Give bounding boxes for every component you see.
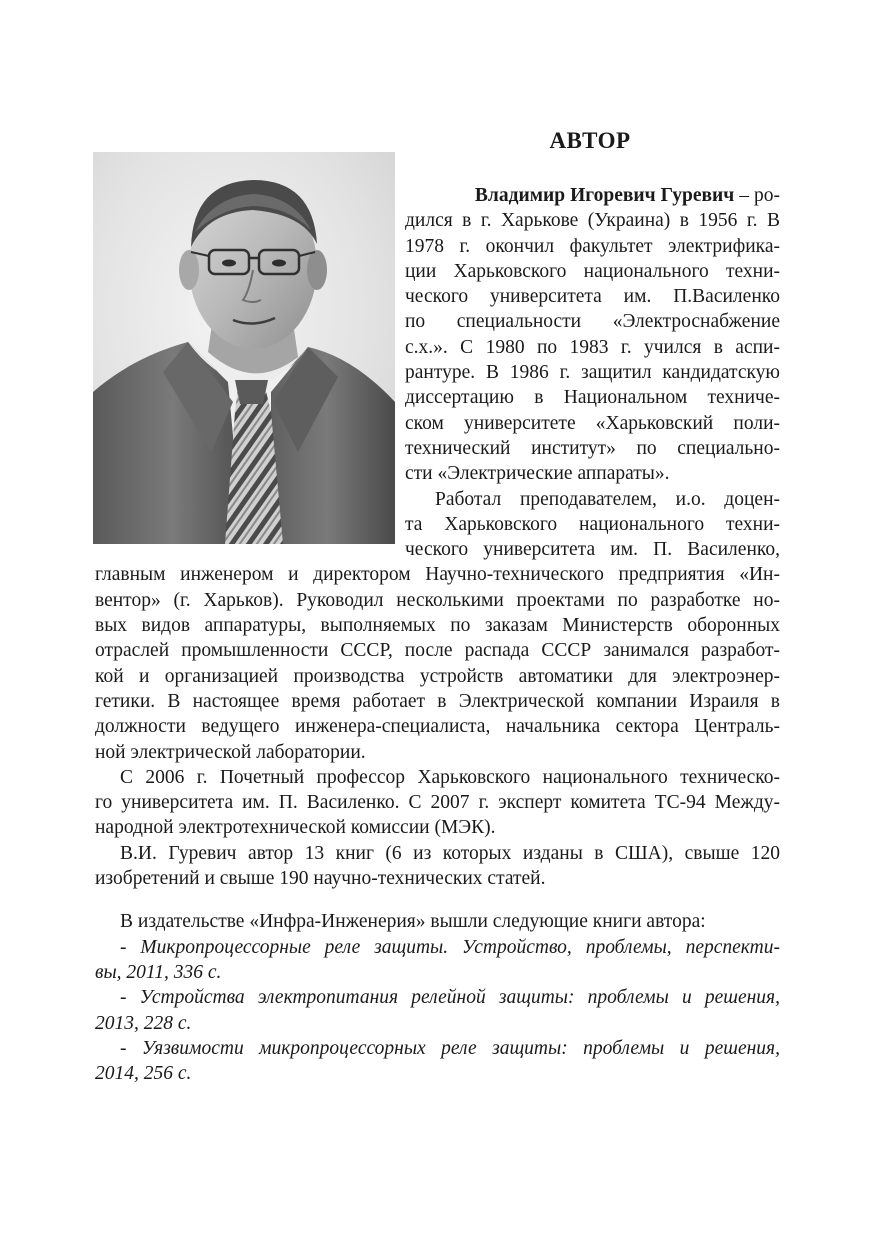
bio-line: должности ведущего инженера-специалиста, начальника сектора Централь- [95, 716, 780, 738]
book-item-cont: 2013, 228 с. [95, 1012, 192, 1034]
bio-line: 1978 г. окончил факультет электрифика- [405, 235, 780, 257]
paragraph-line: го университета им. П. Василенко. С 2007 г. эксперт комитета ТС-94 Между- [95, 792, 780, 814]
bio-line: ции Харьковского национального техни- [405, 260, 780, 282]
bio-line: ческого университета им. П. Василенко, [405, 539, 780, 561]
bio-line: та Харьковского национального техни- [405, 513, 780, 535]
bio-line: по специальности «Электроснабжение [405, 311, 780, 333]
book-item-cont: 2014, 256 с. [95, 1063, 192, 1085]
book-item: - Уязвимости микропроцессорных реле защиты: проблемы и решения, [120, 1037, 780, 1059]
bio-line: технический институт» по специально- [405, 437, 780, 459]
bio-line: отраслей промышленности СССР, после распада СССР занимался разработ- [95, 640, 780, 662]
bio-line: ском университете «Харьковский поли- [405, 412, 780, 434]
bio-line: главным инженером и директором Научно-технического предприятия «Ин- [95, 564, 780, 586]
bio-line: с.х.». С 1980 по 1983 г. учился в аспи- [405, 336, 780, 358]
paragraph-line: изобретений и свыше 190 научно-технических статей. [95, 868, 546, 890]
bio-line: сти «Электрические аппараты». [405, 463, 670, 485]
paragraph-line: В.И. Гуревич автор 13 книг (6 из которых изданы в США), свыше 120 [120, 842, 780, 864]
bio-line: гетики. В настоящее время работает в Электрической компании Израиля в [95, 690, 780, 712]
author-bio [95, 183, 780, 1086]
paragraph-line: народной электротехнической комиссии (МЭК). [95, 817, 496, 839]
bio-line: вентор» (г. Харьков). Руководил несколькими проектами по разработке но- [95, 589, 780, 611]
bio-line: диссертацию в Национальном техниче- [405, 387, 780, 409]
bio-line: дился в г. Харькове (Украина) в 1956 г. В [405, 210, 780, 232]
bio-line: вых видов аппаратуры, выполняемых по заказам Министерств оборонных [95, 615, 780, 637]
page-title: АВТОР [549, 128, 631, 153]
bio-line: Работал преподавателем, и.о. доцен- [435, 488, 780, 510]
book-item: - Устройства электропитания релейной защиты: проблемы и решения, [120, 987, 780, 1009]
book-item-cont: вы, 2011, 336 с. [95, 961, 222, 983]
bio-line: рантуре. В 1986 г. защитил кандидатскую [405, 362, 780, 384]
paragraph-line: С 2006 г. Почетный профессор Харьковского национального техническо- [120, 766, 780, 788]
bio-line: Владимир Игоревич Гуревич – ро- [474, 185, 780, 206]
books-intro: В издательстве «Инфра-Инженерия» вышли следующие книги автора: [120, 911, 706, 933]
author-name: Владимир Игоревич Гуревич [474, 185, 735, 206]
book-item: - Микропроцессорные реле защиты. Устройство, проблемы, перспекти- [120, 936, 780, 958]
bio-line: кой и организацией производства устройств автоматики для электроэнер- [95, 665, 780, 687]
spacer [95, 891, 780, 909]
bio-line: ческого университета им. П.Василенко [405, 286, 780, 308]
bio-line: ной электрической лаборатории. [95, 741, 366, 763]
